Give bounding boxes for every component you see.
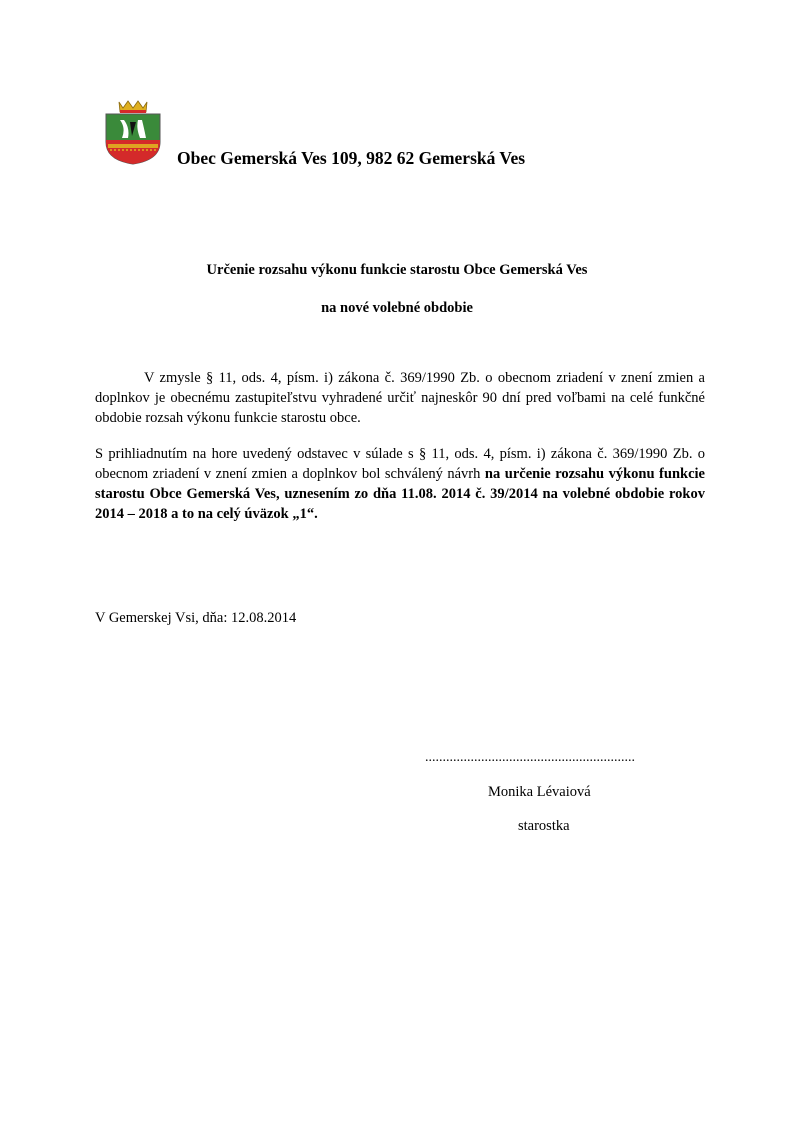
paragraph-resolution — [95, 444, 705, 524]
place-date-line: V Gemerskej Vsi, dňa: 12.08.2014 — [95, 610, 297, 626]
document-title: Určenie rozsahu výkonu funkcie starostu Obce Gemerská Ves — [206, 262, 588, 278]
paragraph-resolution-bold-text: na určenie rozsahu výkonu funkcie starostu Obce Gemerská Ves, uznesením zo dňa 11.08. 2014 č. 39/2014 na volebné obdobie rokov 2014 – 2018 a to na celý úväzok „1“. — [95, 466, 705, 522]
paragraph-legal-basis: V zmysle § 11, ods. 4, písm. i) zákona č. 369/1990 Zb. o obecnom zriadení v znení zmien a doplnkov je obecnému zastupiteľstvu vyhradené určiť najneskôr 90 dní pred voľbami na celé funkčné obdobie rozsah výkonu funkcie starostu obce. — [95, 370, 705, 426]
document-subtitle: na nové volebné obdobie — [321, 300, 473, 316]
signature-line: ............................................................ — [425, 750, 635, 765]
municipality-address-title: Obec Gemerská Ves 109, 982 62 Gemerská Ves — [177, 148, 526, 168]
coat-of-arms-icon — [102, 98, 164, 166]
signatory-role: starostka — [518, 818, 570, 834]
paragraph-resolution-text: S prihliadnutím na hore uvedený odstavec v súlade s § 11, ods. 4, písm. i) zákona č. 369/1990 Zb. o obecnom zriadení v znení zmien a doplnkov bol schválený návrh — [95, 446, 705, 482]
signatory-name: Monika Lévaiová — [488, 784, 591, 800]
